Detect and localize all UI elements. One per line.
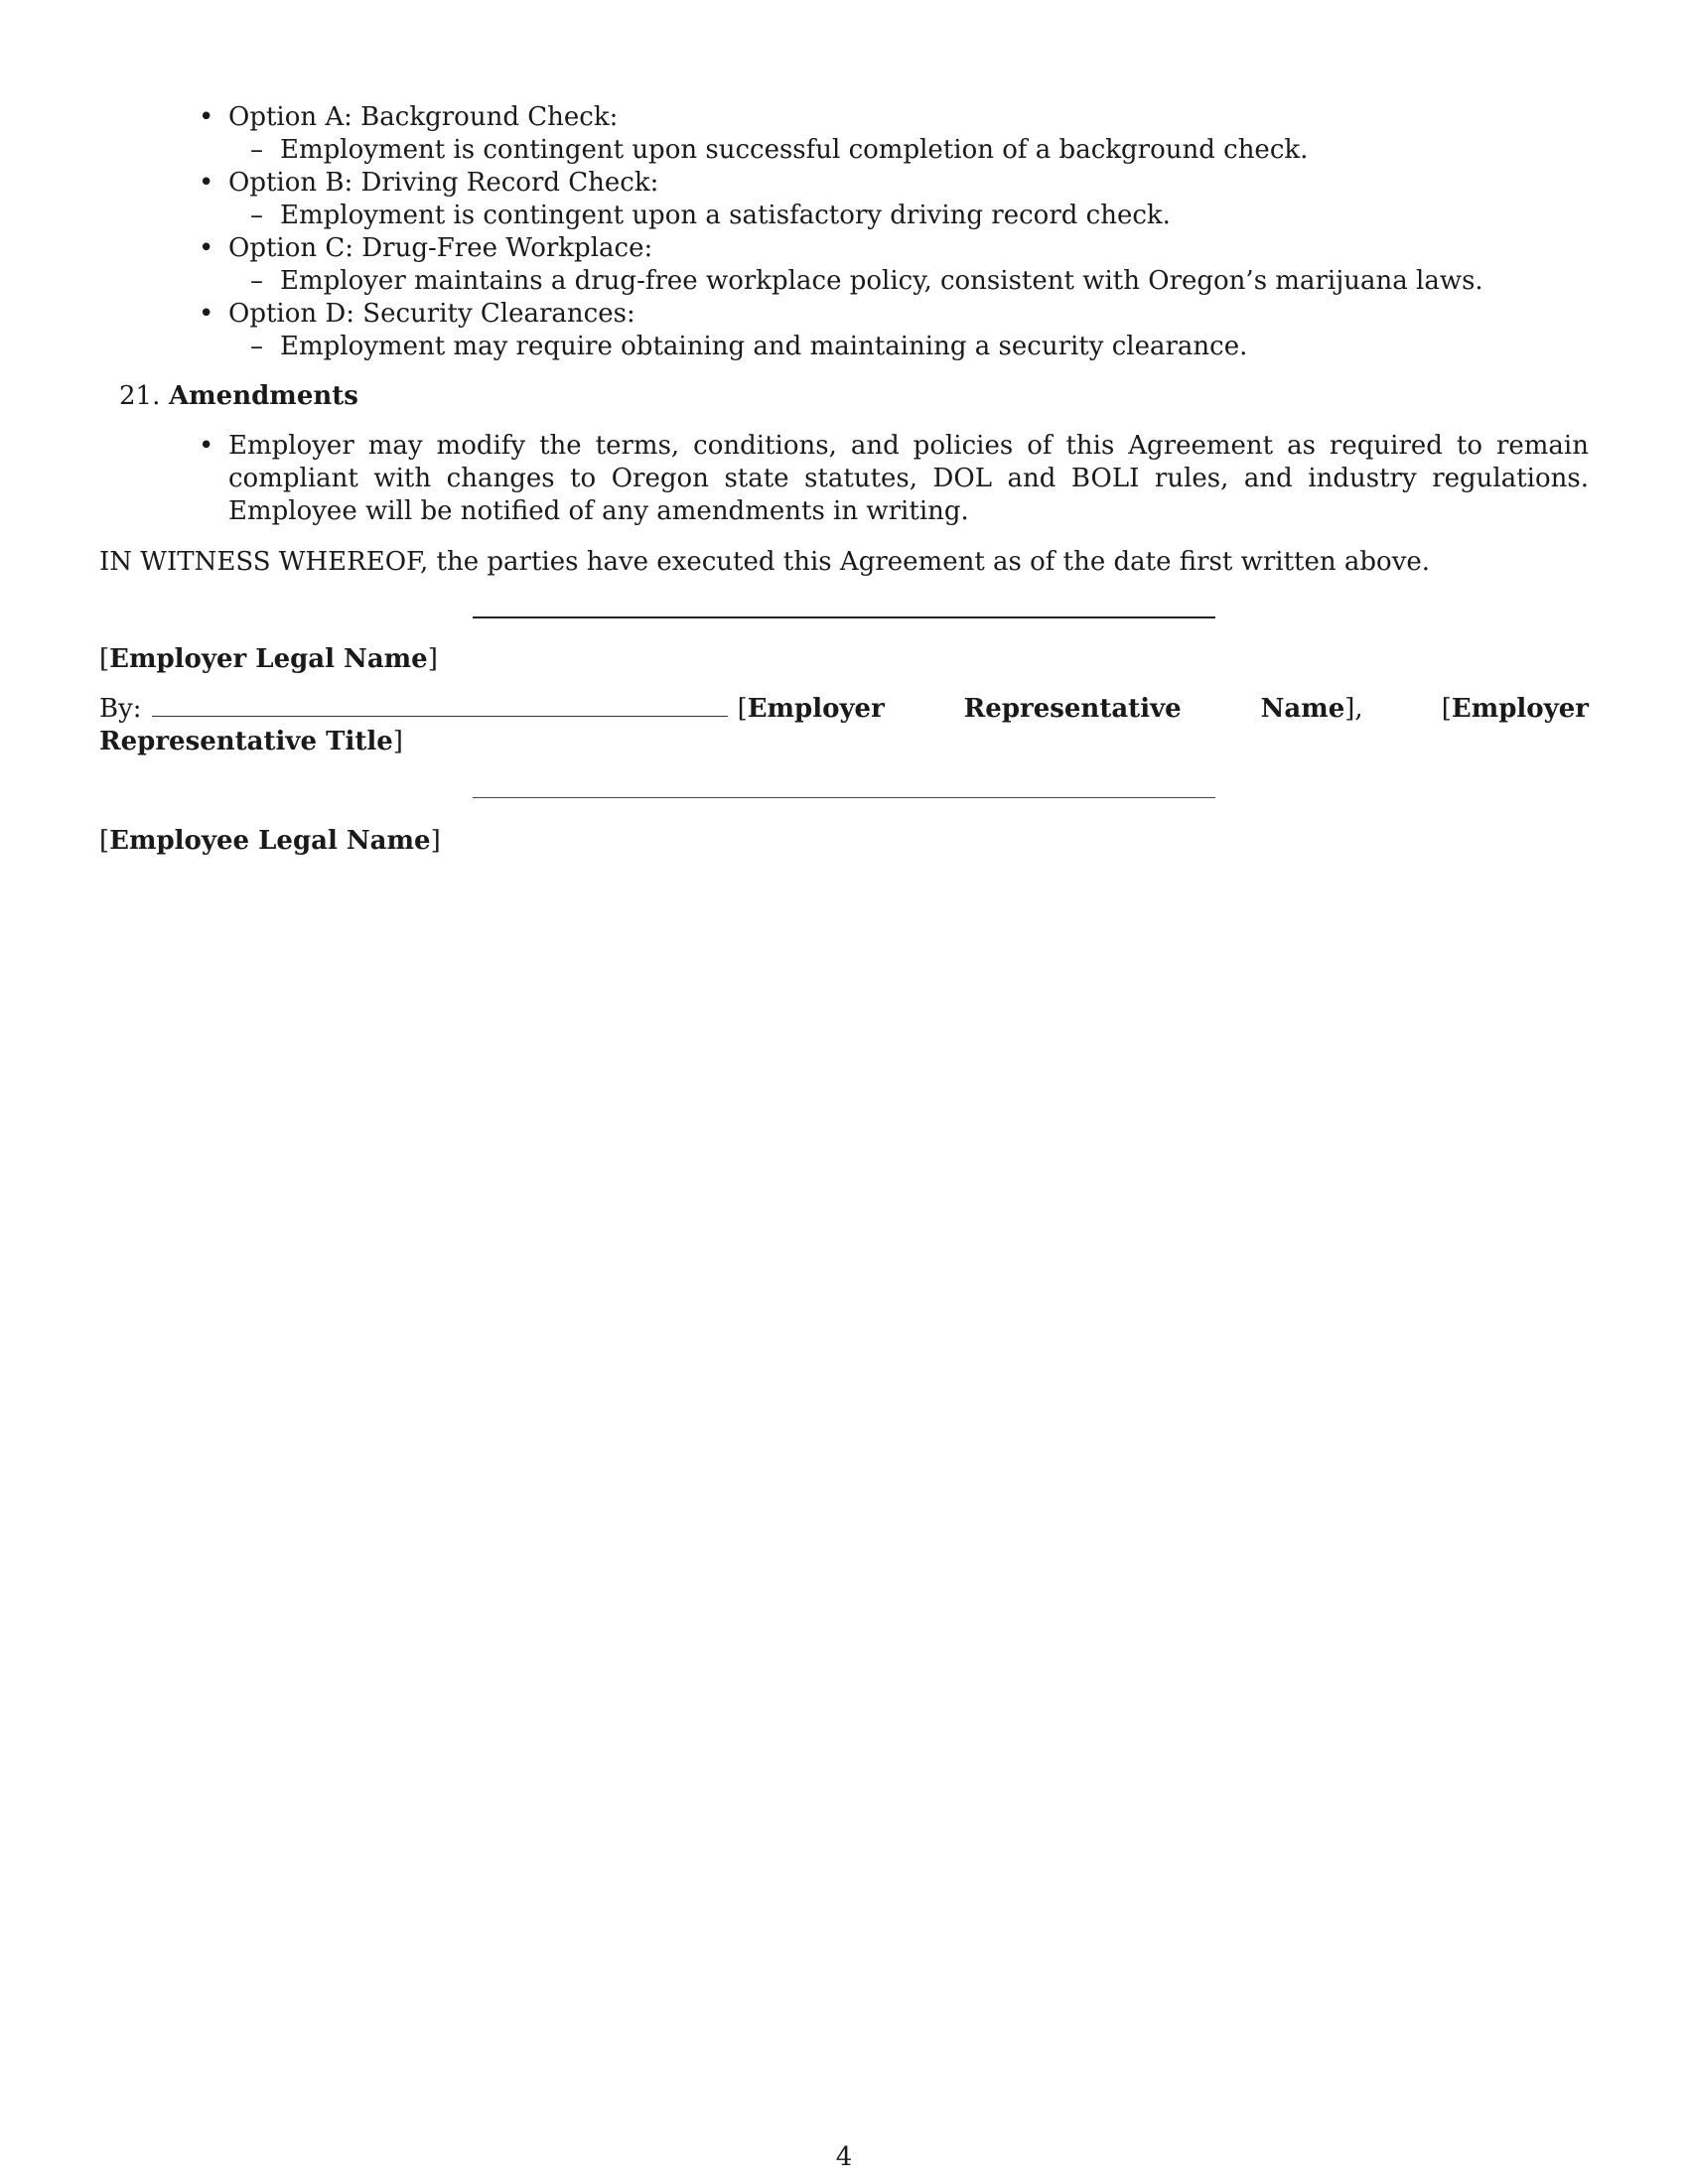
option-detail: – Employer maintains a drug-free workplace policy, consistent with Oregon’s marijuana laws. bbox=[199, 265, 1589, 298]
option-detail: – Employment is contingent upon a satisfactory driving record check. bbox=[199, 200, 1589, 232]
page-number: 4 bbox=[835, 2142, 853, 2172]
option-label: • Option A: Background Check: bbox=[199, 101, 1589, 134]
by-label: By: bbox=[99, 694, 142, 724]
section-heading bbox=[119, 380, 1589, 413]
employer-name-text: Employer Legal Name bbox=[109, 644, 428, 674]
option-c bbox=[199, 232, 1589, 298]
option-detail: – Employment is contingent upon successful completion of a background check. bbox=[199, 134, 1589, 167]
option-detail: – Employment may require obtaining and maintaining a security clearance. bbox=[199, 331, 1589, 363]
option-label: • Option B: Driving Record Check: bbox=[199, 167, 1589, 200]
by-signature-blank bbox=[152, 694, 728, 717]
employee-signature-line bbox=[473, 797, 1215, 798]
screening-options-list bbox=[199, 101, 1589, 363]
amendments-paragraph: • Employer may modify the terms, conditions, and policies of this Agreement as required to remain compliant with changes to Oregon state statutes, DOL and BOLI rules, and industry regulations. Employee will be notified of any amendments in writing. bbox=[228, 430, 1589, 528]
option-label: • Option D: Security Clearances: bbox=[199, 298, 1589, 331]
employee-legal-name: [Employee Legal Name] bbox=[99, 826, 441, 856]
employer-signature-line bbox=[473, 616, 1215, 618]
option-b bbox=[199, 167, 1589, 232]
option-d bbox=[199, 298, 1589, 363]
section-title: Amendments bbox=[169, 381, 358, 411]
option-label: • Option C: Drug-Free Workplace: bbox=[199, 232, 1589, 265]
witness-statement: IN WITNESS WHEREOF, the parties have executed this Agreement as of the date first written above. bbox=[99, 547, 1431, 577]
employer-by-line: By: [Employer Representative Name], [Employer Representative Title] bbox=[99, 694, 1589, 756]
option-a bbox=[199, 101, 1589, 167]
employee-name-text: Employee Legal Name bbox=[109, 826, 431, 856]
employer-rep-name: Employer Representative Name bbox=[747, 694, 1345, 724]
employer-legal-name: [Employer Legal Name] bbox=[99, 644, 438, 674]
section-number: 21. bbox=[119, 381, 161, 411]
employer-rep-title: Employer Representative Title bbox=[99, 694, 1589, 756]
